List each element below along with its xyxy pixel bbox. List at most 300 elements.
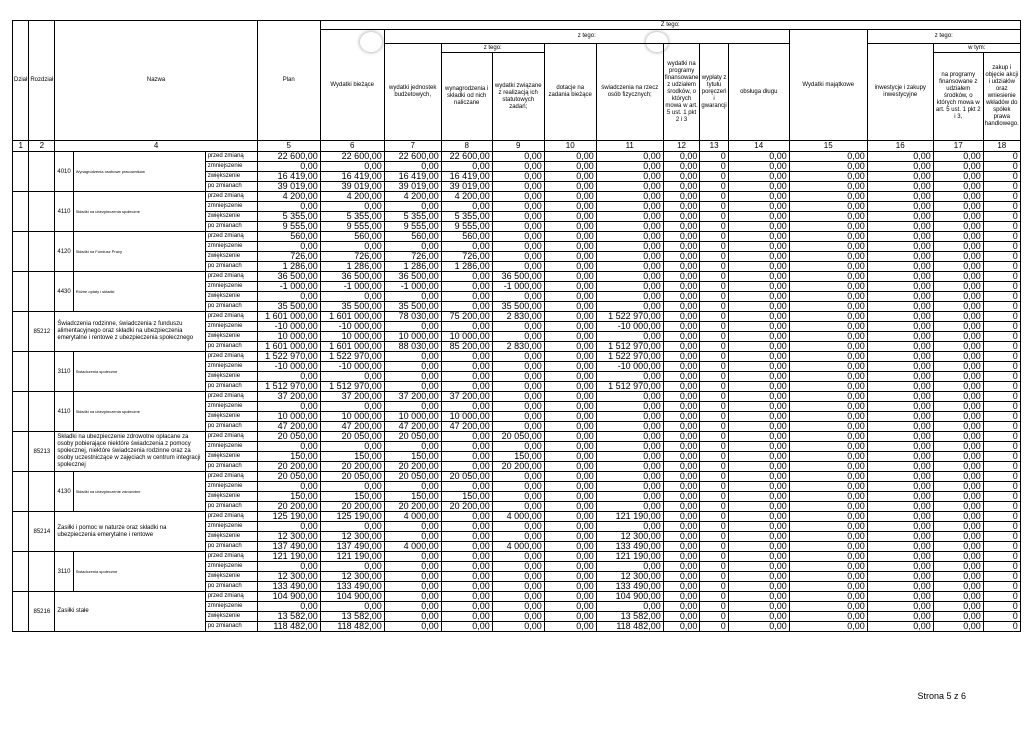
value-cell: 88 030,00 [384, 342, 441, 352]
value-cell: 0,00 [544, 152, 596, 162]
value-cell: 10 000,00 [384, 332, 441, 342]
value-cell: 4 000,00 [384, 512, 441, 522]
value-cell: 0,00 [596, 222, 663, 232]
dzial-cell [13, 232, 29, 272]
value-cell: 0,00 [441, 522, 492, 532]
value-cell: 0 [700, 342, 728, 352]
value-cell: 0,00 [257, 602, 320, 612]
value-cell: 0,00 [789, 602, 867, 612]
value-cell: 726,00 [320, 252, 384, 262]
value-cell: 0,00 [596, 302, 663, 312]
value-cell: 0 [983, 502, 1020, 512]
value-cell: 0,00 [492, 522, 544, 532]
value-cell: 0,00 [544, 292, 596, 302]
value-cell: 0 [983, 472, 1020, 482]
value-cell: -1 000,00 [384, 282, 441, 292]
value-cell: 0,00 [867, 522, 933, 532]
value-cell: 0,00 [320, 402, 384, 412]
value-cell: 0 [700, 292, 728, 302]
dzial-cell [13, 592, 29, 632]
value-cell: 0,00 [789, 352, 867, 362]
value-cell: 0,00 [384, 242, 441, 252]
value-cell: 0,00 [867, 232, 933, 242]
value-cell: 0,00 [492, 472, 544, 482]
value-cell: 1 286,00 [384, 262, 441, 272]
value-cell: 0 [983, 582, 1020, 592]
header-z-tego-2: z tego: [441, 44, 544, 53]
value-cell: 0,00 [933, 432, 983, 442]
row-label: zmniejszenie [205, 522, 257, 532]
value-cell: 0,00 [933, 242, 983, 252]
value-cell: 0,00 [867, 422, 933, 432]
value-cell: 0,00 [544, 312, 596, 322]
value-cell: 0,00 [544, 612, 596, 622]
value-cell: 0,00 [933, 482, 983, 492]
value-cell: 0 [700, 362, 728, 372]
table-row [13, 552, 1021, 562]
value-cell: 0,00 [544, 232, 596, 242]
value-cell: 0 [700, 282, 728, 292]
table-row [13, 592, 1021, 602]
value-cell: 0 [983, 482, 1020, 492]
value-cell: 1 286,00 [441, 262, 492, 272]
value-cell: 0,00 [867, 312, 933, 322]
value-cell: 0,00 [544, 412, 596, 422]
value-cell: 10 000,00 [441, 332, 492, 342]
value-cell: 0,00 [867, 202, 933, 212]
header-wydatki-programy: wydatki na programy finansowane z udziałem środków, o których mowa w art. 5 ust. 1 pkt 2 i 3 [663, 44, 700, 141]
column-number: 13 [700, 141, 728, 152]
value-cell: 0,00 [789, 382, 867, 392]
value-cell: 0,00 [789, 472, 867, 482]
value-cell: 0,00 [544, 392, 596, 402]
value-cell: 0,00 [596, 602, 663, 612]
value-cell: 0 [983, 552, 1020, 562]
value-cell: 0,00 [728, 262, 789, 272]
value-cell: 0,00 [257, 162, 320, 172]
value-cell: 4 200,00 [257, 192, 320, 202]
value-cell: 0,00 [789, 532, 867, 542]
header-z-tego-top: Z tego: [320, 21, 1020, 30]
value-cell: 0,00 [728, 342, 789, 352]
column-number: 10 [544, 141, 596, 152]
value-cell: 0 [700, 562, 728, 572]
value-cell: 0,00 [728, 592, 789, 602]
value-cell: 0,00 [492, 322, 544, 332]
value-cell: 20 050,00 [492, 432, 544, 442]
value-cell: 0,00 [257, 202, 320, 212]
value-cell: 35 500,00 [257, 302, 320, 312]
value-cell: 0 [700, 182, 728, 192]
value-cell: 0,00 [544, 382, 596, 392]
value-cell: 12 300,00 [257, 572, 320, 582]
value-cell: 0 [983, 532, 1020, 542]
value-cell: 0,00 [789, 172, 867, 182]
value-cell: 0,00 [933, 442, 983, 452]
value-cell: 0,00 [544, 192, 596, 202]
value-cell: 0,00 [596, 562, 663, 572]
value-cell: 0,00 [663, 592, 700, 602]
value-cell: 0,00 [596, 192, 663, 202]
column-number: 18 [983, 141, 1020, 152]
value-cell: 36 500,00 [320, 272, 384, 282]
value-cell: 121 190,00 [596, 512, 663, 522]
value-cell: 20 200,00 [384, 502, 441, 512]
value-cell: 0 [700, 212, 728, 222]
header-wyplaty: wypłaty z tytułu poręczeń i gwarancji [700, 44, 728, 141]
paragraph-name: Składki na ubezpieczenie zdrowotne [73, 472, 205, 512]
value-cell: 0,00 [492, 152, 544, 162]
paragraph-name: Świadczenia społeczne [73, 552, 205, 592]
value-cell: 0,00 [663, 562, 700, 572]
value-cell: 0,00 [728, 272, 789, 282]
value-cell: 0,00 [663, 172, 700, 182]
value-cell: 0,00 [663, 492, 700, 502]
value-cell: 36 500,00 [257, 272, 320, 282]
value-cell: 0,00 [441, 322, 492, 332]
value-cell: 0,00 [663, 242, 700, 252]
header-dzial: Dział [13, 21, 29, 141]
value-cell: 0 [983, 512, 1020, 522]
value-cell: 9 555,00 [320, 222, 384, 232]
value-cell: 0,00 [257, 372, 320, 382]
value-cell: 0,00 [933, 202, 983, 212]
value-cell: 0,00 [596, 152, 663, 162]
value-cell: 37 200,00 [257, 392, 320, 402]
value-cell: 0,00 [789, 222, 867, 232]
chapter-name: Zasiłki i pomoc w naturze oraz składki na ubezpieczenia emerytalne i rentowe [55, 512, 205, 552]
value-cell: 0,00 [663, 212, 700, 222]
table-row [13, 352, 1021, 362]
value-cell: 16 419,00 [320, 172, 384, 182]
value-cell: 0,00 [728, 382, 789, 392]
value-cell: 0,00 [933, 622, 983, 632]
value-cell: 0,00 [789, 252, 867, 262]
value-cell: 0,00 [663, 272, 700, 282]
value-cell: 9 555,00 [384, 222, 441, 232]
value-cell: 0,00 [933, 352, 983, 362]
value-cell: 0,00 [663, 192, 700, 202]
header-z-tego-3: z tego: [867, 30, 1020, 44]
value-cell: 0,00 [933, 472, 983, 482]
value-cell: 0,00 [441, 302, 492, 312]
value-cell: 0,00 [492, 442, 544, 452]
value-cell: 0,00 [384, 202, 441, 212]
value-cell: 0,00 [933, 262, 983, 272]
value-cell: 0,00 [441, 362, 492, 372]
value-cell: 0,00 [867, 292, 933, 302]
value-cell: 0 [983, 402, 1020, 412]
value-cell: 150,00 [384, 492, 441, 502]
table-row [13, 472, 1021, 482]
value-cell: 0,00 [544, 342, 596, 352]
value-cell: 0,00 [441, 542, 492, 552]
value-cell: 0,00 [596, 492, 663, 502]
value-cell: 0,00 [596, 332, 663, 342]
value-cell: 0,00 [441, 572, 492, 582]
value-cell: 0 [700, 572, 728, 582]
header-z-tego-1: z tego: [384, 30, 789, 44]
value-cell: 1 601 000,00 [257, 342, 320, 352]
value-cell: 35 500,00 [384, 302, 441, 312]
value-cell: 12 300,00 [320, 532, 384, 542]
value-cell: 0,00 [544, 452, 596, 462]
value-cell: 0 [983, 192, 1020, 202]
value-cell: 0,00 [663, 292, 700, 302]
paragraph-code: 4120 [55, 232, 73, 272]
value-cell: 0,00 [728, 402, 789, 412]
dzial-cell [13, 312, 29, 352]
value-cell: 20 200,00 [320, 462, 384, 472]
value-cell: 0,00 [867, 452, 933, 462]
value-cell: 560,00 [320, 232, 384, 242]
value-cell: 0,00 [789, 162, 867, 172]
value-cell: 0 [700, 172, 728, 182]
value-cell: 0,00 [492, 422, 544, 432]
column-number: 12 [663, 141, 700, 152]
value-cell: 0,00 [492, 572, 544, 582]
value-cell: 0 [983, 262, 1020, 272]
row-label: po zmianach [205, 422, 257, 432]
rozdzial-cell [29, 192, 55, 232]
dzial-cell [13, 432, 29, 472]
value-cell: 0,00 [789, 332, 867, 342]
value-cell: 22 600,00 [320, 152, 384, 162]
value-cell: 35 500,00 [492, 302, 544, 312]
value-cell: 0,00 [384, 352, 441, 362]
value-cell: 0,00 [663, 622, 700, 632]
value-cell: 0,00 [728, 442, 789, 452]
value-cell: 0,00 [728, 332, 789, 342]
value-cell: 0 [700, 422, 728, 432]
column-number: 1 [13, 141, 29, 152]
value-cell: 0,00 [492, 412, 544, 422]
value-cell: 1 522 970,00 [596, 352, 663, 362]
row-label: przed zmianą [205, 152, 257, 162]
value-cell: 20 050,00 [441, 472, 492, 482]
value-cell: 0,00 [728, 182, 789, 192]
value-cell: 0,00 [441, 202, 492, 212]
value-cell: 560,00 [441, 232, 492, 242]
column-number: 11 [596, 141, 663, 152]
row-label: przed zmianą [205, 592, 257, 602]
value-cell: 0 [700, 552, 728, 562]
value-cell: 0,00 [544, 512, 596, 522]
dzial-cell [13, 272, 29, 312]
value-cell: 39 019,00 [441, 182, 492, 192]
value-cell: 121 190,00 [596, 552, 663, 562]
value-cell: 0,00 [596, 522, 663, 532]
row-label: zwiększenie [205, 172, 257, 182]
value-cell: 0,00 [789, 492, 867, 502]
value-cell: 0,00 [663, 222, 700, 232]
value-cell: 0,00 [663, 342, 700, 352]
value-cell: 0,00 [867, 412, 933, 422]
value-cell: 0 [700, 322, 728, 332]
value-cell: 4 000,00 [492, 542, 544, 552]
value-cell: 0,00 [867, 462, 933, 472]
value-cell: 0,00 [384, 382, 441, 392]
header-wynagrodzenia: wynagrodzenia i składki od nich naliczane [441, 53, 492, 141]
value-cell: 0,00 [933, 312, 983, 322]
value-cell: 0,00 [867, 372, 933, 382]
value-cell: 0,00 [867, 612, 933, 622]
value-cell: 0 [983, 592, 1020, 602]
row-label: po zmianach [205, 222, 257, 232]
value-cell: 0,00 [257, 242, 320, 252]
value-cell: 0,00 [441, 512, 492, 522]
value-cell: 47 200,00 [441, 422, 492, 432]
rozdzial-cell [29, 552, 55, 592]
value-cell: 0,00 [728, 352, 789, 362]
value-cell: 0,00 [933, 192, 983, 202]
value-cell: 118 482,00 [257, 622, 320, 632]
value-cell: 0,00 [492, 482, 544, 492]
value-cell: 10 000,00 [257, 412, 320, 422]
value-cell: 0,00 [492, 402, 544, 412]
value-cell: 0,00 [596, 212, 663, 222]
value-cell: 0,00 [867, 222, 933, 232]
value-cell: 0,00 [728, 492, 789, 502]
value-cell: 0,00 [492, 622, 544, 632]
dzial-cell [13, 472, 29, 512]
value-cell: 0,00 [384, 362, 441, 372]
value-cell: 0,00 [544, 432, 596, 442]
header-plan: Plan [257, 21, 320, 141]
value-cell: 0,00 [384, 162, 441, 172]
value-cell: 0 [700, 272, 728, 282]
value-cell: 0,00 [320, 562, 384, 572]
value-cell: 0 [983, 172, 1020, 182]
value-cell: 0,00 [728, 152, 789, 162]
value-cell: 0,00 [663, 482, 700, 492]
value-cell: 0 [700, 472, 728, 482]
value-cell: 0 [983, 232, 1020, 242]
value-cell: 0,00 [596, 462, 663, 472]
value-cell: 0,00 [544, 472, 596, 482]
value-cell: 0,00 [320, 602, 384, 612]
value-cell: 0 [700, 252, 728, 262]
value-cell: 0 [983, 372, 1020, 382]
header-w-tym: w tym: [933, 44, 1020, 53]
value-cell: 4 000,00 [384, 542, 441, 552]
value-cell: 0 [700, 612, 728, 622]
value-cell: 1 512 970,00 [320, 382, 384, 392]
value-cell: 0,00 [789, 572, 867, 582]
value-cell: 0,00 [384, 442, 441, 452]
value-cell: 0,00 [492, 202, 544, 212]
value-cell: 0,00 [728, 532, 789, 542]
value-cell: 0,00 [544, 522, 596, 532]
row-label: przed zmianą [205, 432, 257, 442]
value-cell: 0,00 [441, 622, 492, 632]
value-cell: 0,00 [663, 312, 700, 322]
value-cell: 0,00 [867, 352, 933, 362]
value-cell: 0,00 [789, 502, 867, 512]
value-cell: 133 490,00 [596, 582, 663, 592]
value-cell: 0 [983, 302, 1020, 312]
row-label: przed zmianą [205, 272, 257, 282]
value-cell: 10 000,00 [257, 332, 320, 342]
value-cell: 0,00 [933, 562, 983, 572]
value-cell: 0,00 [441, 582, 492, 592]
value-cell: 0,00 [663, 612, 700, 622]
value-cell: 20 050,00 [320, 432, 384, 442]
value-cell: 118 482,00 [320, 622, 384, 632]
value-cell: 0,00 [933, 592, 983, 602]
value-cell: 0,00 [933, 382, 983, 392]
value-cell: 0,00 [789, 312, 867, 322]
dzial-cell [13, 512, 29, 552]
value-cell: 0,00 [789, 282, 867, 292]
column-number: 9 [492, 141, 544, 152]
value-cell: 0 [983, 222, 1020, 232]
budget-table [12, 20, 1021, 632]
value-cell: 0,00 [933, 572, 983, 582]
value-cell: 0,00 [789, 612, 867, 622]
value-cell: 0 [983, 492, 1020, 502]
value-cell: 150,00 [384, 452, 441, 462]
value-cell: 4 000,00 [492, 512, 544, 522]
value-cell: 0,00 [596, 252, 663, 262]
value-cell: 0 [700, 352, 728, 362]
value-cell: 0,00 [492, 552, 544, 562]
chapter-name: Świadczenia rodzinne, świadczenia z funduszu alimentacyjnego oraz składki na ubezpieczenia emerytalne i rentowe z ubezpieczenia społecznego [55, 312, 205, 352]
value-cell: 13 582,00 [596, 612, 663, 622]
value-cell: 0,00 [492, 502, 544, 512]
value-cell: 0,00 [728, 462, 789, 472]
value-cell: 0,00 [384, 582, 441, 592]
value-cell: 0 [700, 232, 728, 242]
value-cell: 0,00 [441, 552, 492, 562]
value-cell: 0,00 [867, 192, 933, 202]
value-cell: -10 000,00 [320, 362, 384, 372]
value-cell: 0,00 [933, 522, 983, 532]
row-label: po zmianach [205, 262, 257, 272]
value-cell: 0,00 [320, 482, 384, 492]
row-label: zmniejszenie [205, 282, 257, 292]
value-cell: 0,00 [544, 172, 596, 182]
value-cell: 0,00 [441, 402, 492, 412]
value-cell: 0,00 [441, 482, 492, 492]
value-cell: 0,00 [492, 292, 544, 302]
value-cell: 150,00 [320, 452, 384, 462]
value-cell: 104 900,00 [257, 592, 320, 602]
value-cell: 0,00 [728, 622, 789, 632]
value-cell: 0,00 [728, 212, 789, 222]
row-label: zwiększenie [205, 372, 257, 382]
value-cell: 0 [700, 432, 728, 442]
value-cell: 0,00 [933, 402, 983, 412]
value-cell: 0,00 [384, 372, 441, 382]
column-number: 15 [789, 141, 867, 152]
row-label: zmniejszenie [205, 202, 257, 212]
value-cell: 0,00 [544, 262, 596, 272]
value-cell: 121 190,00 [320, 552, 384, 562]
value-cell: 0,00 [596, 232, 663, 242]
value-cell: -10 000,00 [257, 322, 320, 332]
value-cell: -10 000,00 [596, 322, 663, 332]
value-cell: 1 286,00 [257, 262, 320, 272]
value-cell: 0,00 [544, 352, 596, 362]
rozdzial-cell: 85212 [29, 312, 55, 352]
value-cell: 0,00 [867, 212, 933, 222]
value-cell: 0,00 [544, 422, 596, 432]
table-row [13, 192, 1021, 202]
value-cell: 1 522 970,00 [596, 312, 663, 322]
value-cell: 0,00 [663, 382, 700, 392]
value-cell: 0,00 [867, 442, 933, 452]
